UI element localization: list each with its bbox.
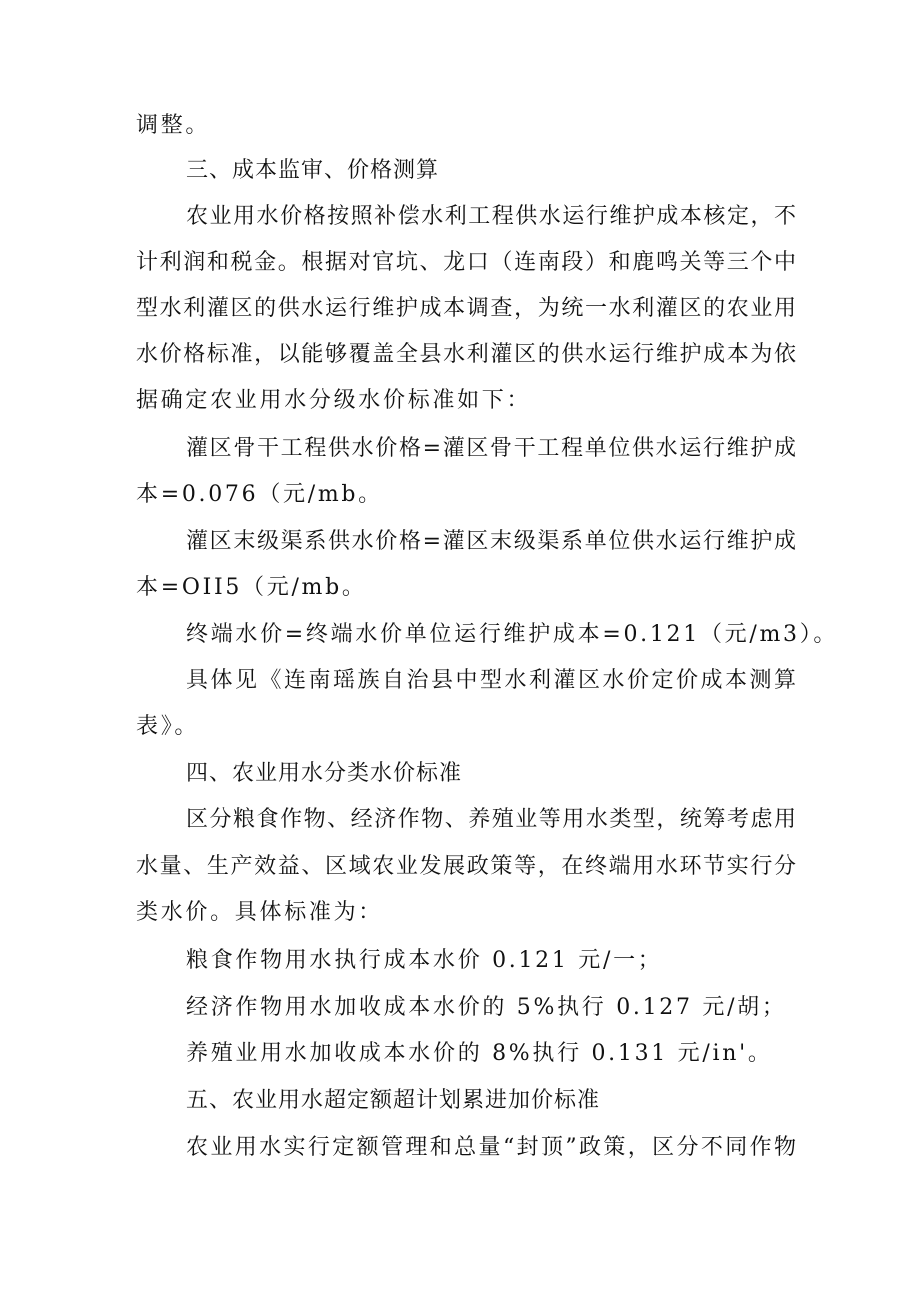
paragraph-line: 农业用水价格按照补偿水利工程供水运行维护成本核定，不 — [186, 204, 796, 229]
formula-line: 本=0.076（元/mb。 — [136, 482, 383, 507]
price-line: 养殖业用水加收成本水价的 8%执行 0.131 元/in'。 — [186, 1041, 773, 1066]
paragraph-line: 类水价。具体标准为： — [136, 900, 384, 925]
formula-line: 本=OII5（元/mb。 — [136, 575, 367, 600]
formula-line: 终端水价=终端水价单位运行维护成本=0.121（元/m3）。 — [186, 622, 839, 647]
paragraph-line: 调整。 — [136, 113, 211, 138]
price-line: 经济作物用水加收成本水价的 5%执行 0.127 元/胡； — [186, 995, 787, 1020]
formula-line: 灌区末级渠系供水价格=灌区末级渠系单位供水运行维护成 — [186, 529, 796, 554]
paragraph-line: 具体见《连南瑶族自治县中型水利灌区水价定价成本测算 — [186, 668, 796, 693]
paragraph-line: 农业用水实行定额管理和总量“封顶”政策，区分不同作物 — [186, 1135, 796, 1160]
paragraph-line: 据确定农业用水分级水价标准如下： — [136, 388, 532, 413]
paragraph-line: 表》。 — [136, 714, 200, 739]
paragraph-line: 水量、生产效益、区域农业发展政策等，在终端用水环节实行分 — [136, 854, 796, 879]
paragraph-line: 型水利灌区的供水运行维护成本调查，为统一水利灌区的农业用 — [136, 296, 796, 321]
formula-line: 灌区骨干工程供水价格=灌区骨干工程单位供水运行维护成 — [186, 436, 796, 461]
paragraph-line: 区分粮食作物、经济作物、养殖业等用水类型，统筹考虑用 — [186, 807, 796, 832]
section-heading: 五、农业用水超定额超计划累进加价标准 — [186, 1088, 601, 1113]
section-heading: 四、农业用水分类水价标准 — [186, 761, 463, 786]
price-line: 粮食作物用水执行成本水价 0.121 元/一； — [186, 948, 663, 973]
section-heading: 三、成本监审、价格测算 — [186, 158, 440, 183]
paragraph-line: 计利润和税金。根据对官坑、龙口（连南段）和鹿鸣关等三个中 — [136, 250, 796, 275]
paragraph-line: 水价格标准，以能够覆盖全县水利灌区的供水运行维护成本为依 — [136, 342, 796, 367]
